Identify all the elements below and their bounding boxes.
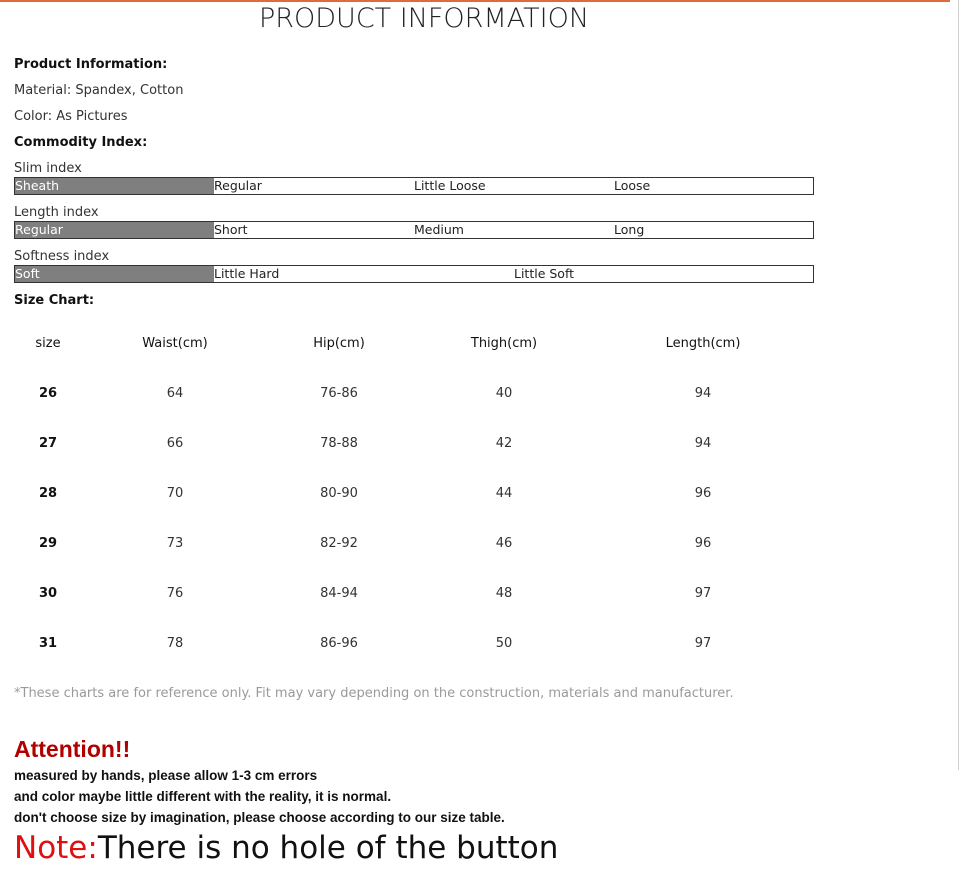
column-header: Waist(cm) [142, 336, 208, 351]
table-cell: 78 [166, 636, 184, 651]
table-cell: 42 [495, 436, 513, 451]
length-index-option: Long [614, 222, 645, 237]
column-header: Length(cm) [665, 336, 741, 351]
note-text: There is no hole of the button [97, 830, 559, 866]
length-index-label: Length index [14, 205, 99, 220]
column-header: size [35, 336, 61, 351]
table-cell: 48 [495, 586, 513, 601]
table-cell: 70 [166, 486, 184, 501]
slim-index-option: Regular [214, 178, 262, 193]
softness-index-option: Soft [15, 266, 214, 282]
table-cell: 40 [495, 386, 513, 401]
attention-line: measured by hands, please allow 1-3 cm errors [14, 768, 318, 783]
length-index-table [14, 221, 814, 239]
table-header-row [14, 336, 814, 356]
commodity-index-heading: Commodity Index: [14, 135, 148, 150]
table-cell: 94 [694, 436, 712, 451]
table-cell: 78-88 [320, 436, 358, 451]
slim-index-option: Little Loose [414, 178, 486, 193]
table-cell: 94 [694, 386, 712, 401]
table-row [14, 636, 814, 656]
length-index-option: Regular [15, 222, 214, 238]
attention-line: and color maybe little different with the reality, it is normal. [14, 789, 392, 804]
table-cell: 76-86 [320, 386, 358, 401]
table-cell: 26 [38, 386, 58, 401]
table-cell: 96 [694, 536, 712, 551]
table-cell: 30 [38, 586, 58, 601]
softness-index-option: Little Soft [514, 266, 575, 281]
table-cell: 29 [38, 536, 58, 551]
table-row [14, 386, 814, 406]
table-cell: 50 [495, 636, 513, 651]
table-cell: 97 [694, 636, 712, 651]
slim-index-table [14, 177, 814, 195]
table-cell: 44 [495, 486, 513, 501]
page-title: PRODUCT INFORMATION [258, 3, 590, 34]
right-divider [958, 0, 959, 770]
table-row [14, 436, 814, 456]
table-cell: 66 [166, 436, 184, 451]
color-text: Color: As Pictures [14, 109, 128, 124]
slim-index-option: Sheath [15, 178, 214, 194]
material-text: Material: Spandex, Cotton [14, 83, 184, 98]
table-cell: 27 [38, 436, 58, 451]
softness-index-option: Little Hard [214, 266, 280, 281]
size-chart-heading: Size Chart: [14, 293, 95, 308]
button-note [14, 830, 558, 866]
softness-index-label: Softness index [14, 249, 110, 264]
table-cell: 28 [38, 486, 58, 501]
length-index-option: Medium [414, 222, 464, 237]
table-row [14, 586, 814, 606]
attention-heading: Attention!! [14, 736, 131, 762]
table-cell: 84-94 [320, 586, 358, 601]
attention-line: don't choose size by imagination, please choose according to our size table. [14, 810, 505, 825]
table-cell: 46 [495, 536, 513, 551]
product-info-heading: Product Information: [14, 57, 168, 72]
table-cell: 82-92 [320, 536, 358, 551]
table-cell: 64 [166, 386, 184, 401]
slim-index-label: Slim index [14, 161, 82, 176]
table-cell: 96 [694, 486, 712, 501]
slim-index-option: Loose [614, 178, 651, 193]
table-cell: 73 [166, 536, 184, 551]
column-header: Thigh(cm) [470, 336, 538, 351]
table-row [14, 536, 814, 556]
table-cell: 86-96 [320, 636, 358, 651]
length-index-option: Short [214, 222, 248, 237]
table-cell: 31 [38, 636, 58, 651]
column-header: Hip(cm) [313, 336, 365, 351]
note-prefix: Note: [14, 830, 98, 866]
reference-note: *These charts are for reference only. Fit may vary depending on the construction, materials and manufacturer. [14, 686, 734, 701]
table-cell: 97 [694, 586, 712, 601]
top-divider [0, 0, 950, 2]
table-row [14, 486, 814, 506]
table-cell: 76 [166, 586, 184, 601]
table-cell: 80-90 [320, 486, 358, 501]
softness-index-table [14, 265, 814, 283]
